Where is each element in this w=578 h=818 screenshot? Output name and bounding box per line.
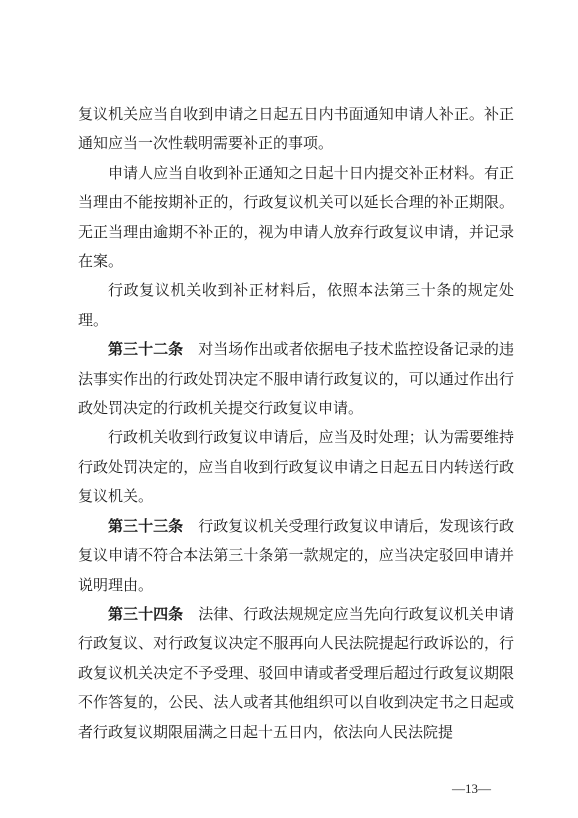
paragraph-text: 复议机关应当自收到申请之日起五日内书面通知申请人补正。补正通知应当一次性载明需要补正的事项。	[78, 105, 514, 153]
paragraph	[78, 159, 514, 277]
paragraph	[78, 423, 514, 511]
paragraph	[78, 276, 514, 335]
article-paragraph	[78, 600, 514, 747]
paragraph-text: 申请人应当自收到补正通知之日起十日内提交补正材料。有正当理由不能按期补正的，行政复议机关可以延长合理的补正期限。无正当理由逾期不补正的，视为申请人放弃行政复议申请，并记录在案。	[78, 163, 514, 271]
paragraph-text: 行政复议机关收到补正材料后，依照本法第三十条的规定处理。	[78, 281, 514, 329]
paragraph-text: 行政机关收到行政复议申请后，应当及时处理；认为需要维持行政处罚决定的，应当自收到行政复议申请之日起五日内转送行政复议机关。	[78, 428, 514, 506]
document-body	[78, 100, 514, 747]
article-heading: 第三十二条	[108, 340, 184, 359]
article-paragraph	[78, 335, 514, 423]
article-heading: 第三十四条	[108, 604, 184, 623]
page-number: —13—	[452, 781, 491, 796]
paragraph	[78, 100, 514, 159]
paragraph-text: 行政复议机关受理行政复议申请后，发现该行政复议申请不符合本法第三十条第一款规定的，应当决定驳回申请并说明理由。	[78, 516, 514, 594]
paragraph-text: 法律、行政法规规定应当先向行政复议机关申请行政复议、对行政复议决定不服再向人民法院提起行政诉讼的，行政复议机关决定不予受理、驳回申请或者受理后超过行政复议期限不作答复的，公民、法人或者其他组织可以自收到决定书之日起或者行政复议期限届满之日起十五日内，依法向人民法院提	[78, 604, 514, 741]
article-paragraph	[78, 512, 514, 600]
paragraph-text: 对当场作出或者依据电子技术监控设备记录的违法事实作出的行政处罚决定不服申请行政复议的，可以通过作出行政处罚决定的行政机关提交行政复议申请。	[78, 340, 514, 418]
article-heading: 第三十三条	[108, 516, 184, 535]
